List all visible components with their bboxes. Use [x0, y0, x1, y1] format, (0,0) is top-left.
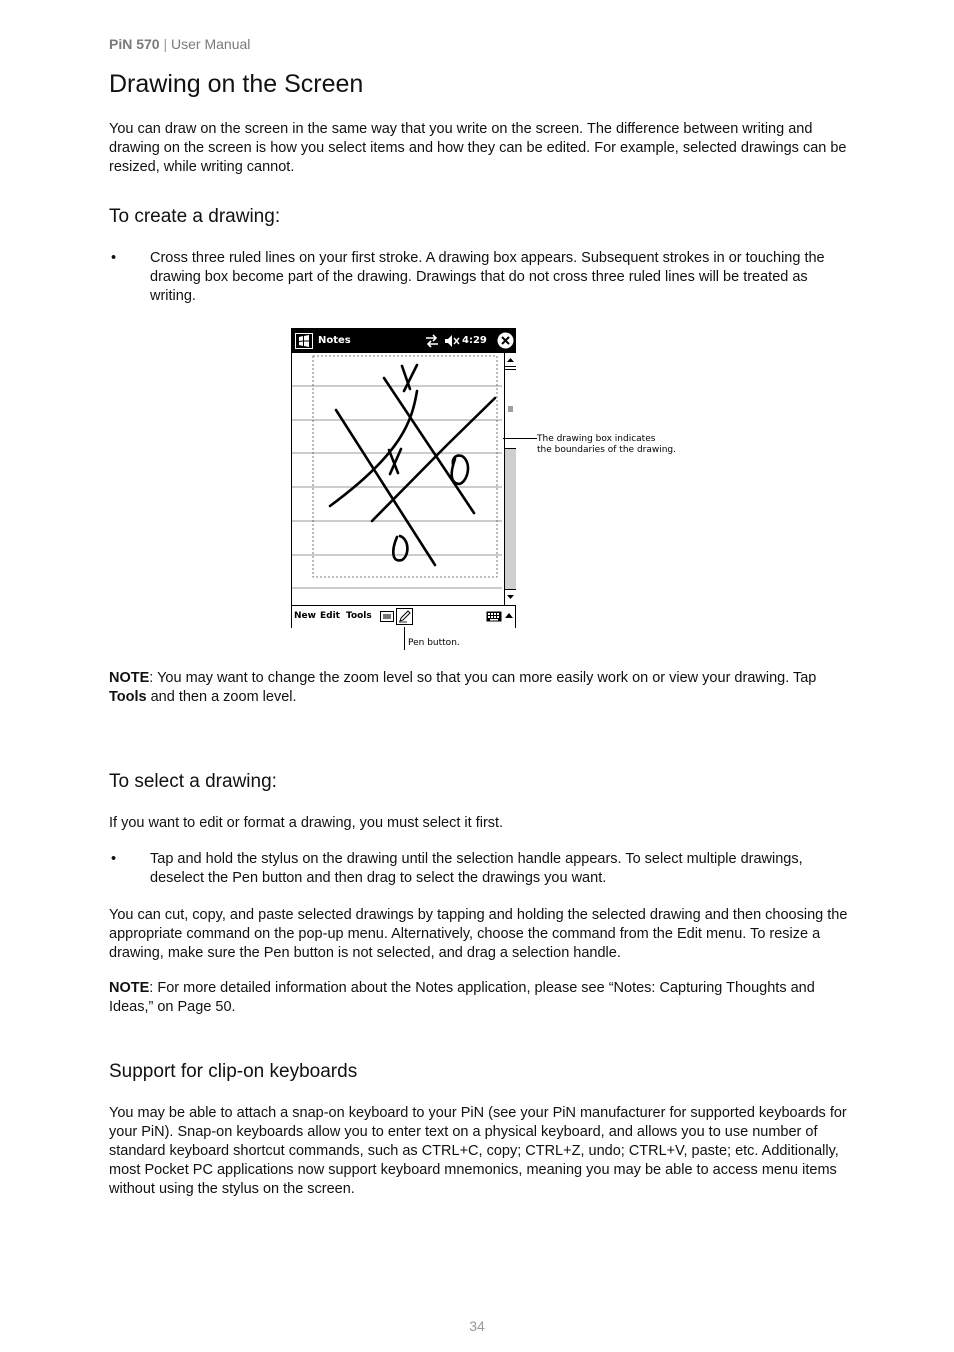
scroll-thumb[interactable] [505, 369, 516, 449]
note-label: NOTE [109, 670, 150, 686]
menu-edit[interactable]: Edit [320, 611, 340, 621]
pen-button[interactable] [396, 608, 413, 625]
note-text-before: : You may want to change the zoom level so that you can more easily work on or view your drawing. Tap [149, 670, 817, 686]
product-name: PiN 570 [109, 36, 160, 52]
cut-copy-paste-paragraph [109, 906, 857, 963]
intro-paragraph: You can draw on the screen in the same way that you write on the screen. The difference between writing and drawing on the screen is how you select items and how they can be edited. For example, selected drawings can be resized, while writing cannot. [109, 121, 847, 175]
title-bar [292, 329, 515, 353]
bullet-text: Cross three ruled lines on your first stroke. A drawing box appears. Subsequent strokes in or touching the drawing box become part of the drawing. Drawings that do not cross three ruled lines will be treated as writing. [150, 250, 825, 304]
bullet-dot: • [111, 851, 117, 867]
create-drawing-heading: To create a drawing: [109, 206, 281, 227]
scroll-track[interactable] [505, 449, 516, 589]
bullet-dot: • [111, 250, 117, 266]
tools-emphasis: Tools [109, 689, 147, 705]
page-number: 34 [469, 1318, 485, 1334]
select-drawing-heading: To select a drawing: [109, 771, 277, 792]
record-icon[interactable] [380, 611, 394, 622]
header-separator: | [163, 36, 168, 52]
callout-line-2: the boundaries of the drawing. [537, 445, 677, 455]
drawing-box-callout [537, 434, 676, 456]
keyboard-heading: Support for clip-on keyboards [109, 1061, 358, 1082]
manual-name: User Manual [171, 36, 251, 52]
pen-icon [397, 609, 412, 624]
sync-icon[interactable] [425, 334, 439, 348]
app-title: Notes [318, 335, 351, 346]
select-intro: If you want to edit or format a drawing, you must select it first. [109, 815, 504, 831]
menu-tools[interactable]: Tools [346, 611, 372, 621]
keyboard-paragraph: You may be able to attach a snap-on keyboard to your PiN (see your PiN manufacturer for supported keyboards for your PiN). Snap-on keyboards allow you to enter text on a physical keyboard, and allows you to use number of standard keyboard shortcut commands, such as CTRL+C, copy; CTRL+Z, undo; CTRL+V, paste; etc. Additionally, most Pocket PC applications now support keyboard mnemonics, meaning you may be able to access menu items without using the stylus on the screen. [109, 1105, 847, 1197]
speaker-icon[interactable] [444, 334, 460, 348]
callout-line-1: The drawing box indicates [537, 434, 656, 444]
pen-button-callout: Pen button. [408, 638, 460, 648]
note-text-after: and then a zoom level. [146, 689, 297, 705]
up-arrow-icon[interactable] [505, 612, 513, 620]
para-text-before: You can cut, copy, and paste selected drawings by tapping and holding the selected drawing and then choosing the appropriate command on the pop-up menu. Alternatively, choose the command from the [109, 907, 848, 942]
select-drawing-bullet [109, 850, 857, 890]
running-header [109, 36, 250, 52]
clock[interactable]: 4:29 [462, 335, 487, 346]
menu-bar [292, 605, 515, 628]
drawing-box-callout-line [503, 438, 537, 439]
scroll-up-arrow-icon [505, 353, 516, 367]
scroll-down-arrow-icon [505, 590, 516, 604]
create-drawing-bullet [109, 249, 857, 307]
note-notes-app [109, 979, 857, 1017]
vertical-scrollbar[interactable] [504, 353, 516, 605]
pen-callout-line [404, 627, 405, 650]
edit-menu-reference: Edit [676, 926, 702, 942]
note-label: NOTE [109, 980, 150, 996]
menu-new[interactable]: New [294, 611, 316, 621]
para-text-after: menu. To resize a drawing, make sure the Pen button is not selected, and drag a selection handle. [109, 926, 821, 961]
keyboard-icon[interactable] [486, 611, 502, 622]
scroll-down-button[interactable] [505, 589, 516, 605]
bullet-text: Tap and hold the stylus on the drawing until the selection handle appears. To select multiple drawings, deselect the Pen button and then drag to select the drawings you want. [150, 851, 803, 886]
note-zoom [109, 669, 857, 707]
note-text: : For more detailed information about the Notes application, please see “Notes: Capturing Thoughts and Ideas,” on Page 50. [109, 980, 815, 1015]
grip-icon [505, 370, 516, 448]
drawing-canvas[interactable] [292, 353, 502, 605]
notes-screenshot [291, 328, 516, 628]
scroll-up-button[interactable] [505, 353, 516, 367]
close-icon[interactable] [497, 332, 514, 349]
start-menu-icon[interactable] [295, 333, 313, 349]
page-title: Drawing on the Screen [109, 70, 364, 98]
